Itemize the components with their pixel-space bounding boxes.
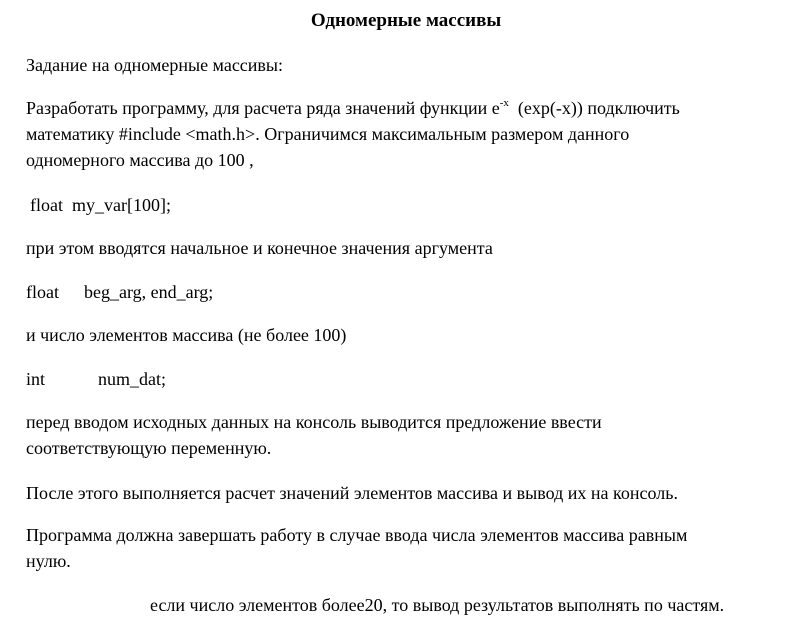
paging-text: если число элементов более20, то вывод результатов выполнять по частям. — [150, 595, 725, 615]
code-line-my-var — [26, 192, 171, 218]
arguments-text: при этом вводятся начальное и конечное значения аргумента — [26, 238, 493, 258]
code-type-keyword: float — [30, 195, 63, 215]
code-type-keyword: float — [26, 282, 59, 302]
task-paragraph-line-2: математику #include <math.h>. Ограничимся максимальным размером данного — [26, 124, 630, 144]
document-title: Одномерные массивы — [310, 10, 502, 31]
input-prompt-line-2: соответствующую переменную. — [26, 438, 272, 458]
code-declaration: num_dat; — [98, 369, 166, 389]
input-prompt-line-1: перед вводом исходных данных на консоль выводится предложение ввести — [26, 412, 602, 432]
code-line-num-dat — [26, 366, 166, 392]
code-line-args — [26, 279, 213, 305]
element-count-text: и число элементов массива (не более 100) — [26, 325, 347, 345]
task-text-before: Разработать программу, для расчета ряда значений функции e — [26, 98, 500, 118]
code-declaration: my_var[100]; — [72, 195, 171, 215]
intro-text: Задание на одномерные массивы: — [26, 55, 284, 75]
calculation-text: После этого выполняется расчет значений элементов массива и вывод их на консоль. — [26, 483, 678, 503]
exponent-superscript: -x — [499, 97, 509, 109]
task-text-after: (exp(-x)) подключить — [508, 98, 680, 118]
code-type-keyword: int — [26, 369, 46, 389]
task-paragraph-line-3: одномерного массива до 100 , — [26, 150, 254, 170]
task-paragraph-line-1 — [26, 95, 680, 124]
termination-line-1: Программа должна завершать работу в случае ввода числа элементов массива равным — [26, 525, 688, 545]
code-declaration: beg_arg, end_arg; — [84, 282, 214, 302]
termination-line-2: нулю. — [26, 551, 71, 571]
